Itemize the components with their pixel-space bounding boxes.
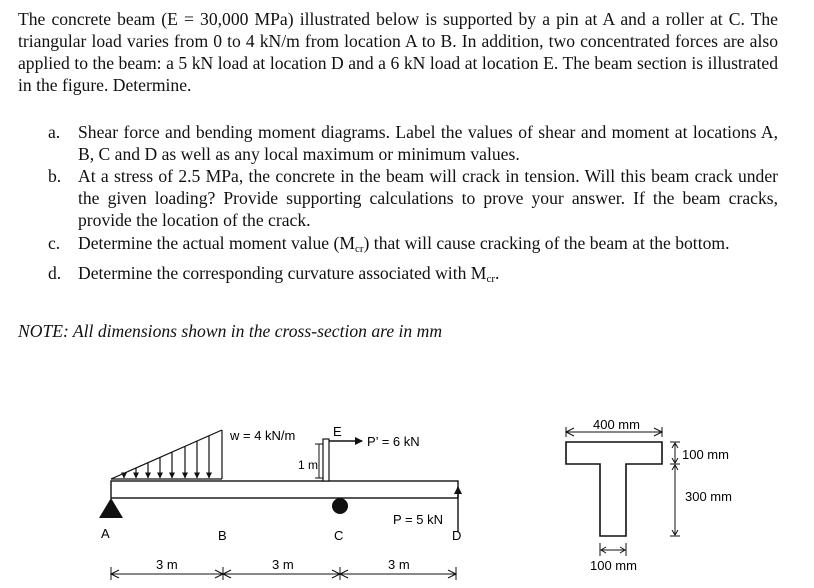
roller-support-c <box>332 498 348 514</box>
total-depth-label: 300 mm <box>685 489 732 504</box>
pin-support-a <box>99 498 123 518</box>
question-text: Shear force and bending moment diagrams. Label the values of shear and moment at locations A, B, C and D as well as any local maximum or minimum values. <box>78 122 778 164</box>
problem-statement: The concrete beam (E = 30,000 MPa) illustrated below is supported by a pin at A and a roller at C. The triangular load varies from 0 to 4 kN/m from location A to B. In addition, two concentrated forces are also applied to the beam: a 5 kN load at location D and a 6 kN load at location E. The beam section is illustrated in the figure. Determine. <box>18 9 778 95</box>
t-section-outline <box>566 442 662 536</box>
bracket-arm <box>323 439 329 481</box>
force-p-prime-label: P’ = 6 kN <box>367 434 420 449</box>
triangular-load <box>111 430 222 479</box>
question-marker: d. <box>48 263 62 283</box>
label-c: C <box>334 528 344 543</box>
subscript-cr: cr <box>486 273 495 285</box>
t-section <box>566 416 741 573</box>
question-text: Determine the actual moment value (M <box>78 233 355 253</box>
question-marker: a. <box>48 122 61 142</box>
question-marker: b. <box>48 166 62 186</box>
question-text: Determine the corresponding curvature associated with M <box>78 263 487 283</box>
span-3-label: 3 m <box>388 557 410 572</box>
label-d: D <box>452 528 462 543</box>
question-text-end: . <box>494 263 500 283</box>
label-e: E <box>333 424 342 439</box>
label-b: B <box>218 528 227 543</box>
span-1-label: 3 m <box>156 557 178 572</box>
question-text-end: ) that will cause cracking of the beam at the bottom. <box>363 233 730 253</box>
question-marker: c. <box>48 233 61 253</box>
label-a: A <box>101 526 110 541</box>
flange-width-label: 400 mm <box>593 417 640 432</box>
subscript-cr: cr <box>355 243 364 255</box>
span-2-label: 3 m <box>272 557 294 572</box>
beam-diagram <box>99 424 461 580</box>
question-text: At a stress of 2.5 MPa, the concrete in the beam will crack in tension. Will this beam crack under the given loading? Provide supporting calculations to prove your answer. If the beam cracks, provide the location of the crack. <box>78 166 778 230</box>
note: NOTE: All dimensions shown in the cross-section are in mm <box>18 321 443 341</box>
arm-label: 1 m <box>298 458 319 472</box>
flange-thickness-label: 100 mm <box>682 447 729 462</box>
beam <box>111 481 458 498</box>
load-label: w = 4 kN/m <box>230 428 296 443</box>
force-p-label: P = 5 kN <box>393 512 443 527</box>
web-width-label: 100 mm <box>590 558 637 573</box>
